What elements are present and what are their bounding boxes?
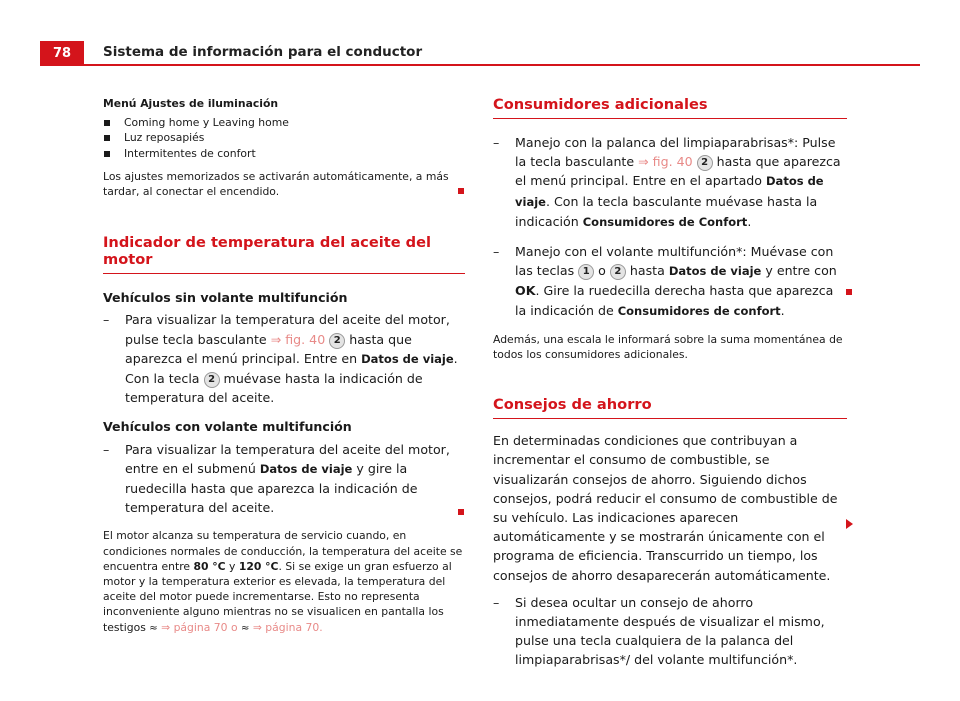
continued-arrow-icon: [846, 519, 853, 529]
page-reference-link[interactable]: ⇒ página 70 o: [157, 620, 241, 634]
figure-reference-link[interactable]: ⇒ fig. 40: [270, 331, 326, 347]
tips-step: – Si desea ocultar un consejo de ahorro inmediatamente después de visualizar el mismo, pulse una tecla cualquiera de la palanca del limpiaparabrisas*/ del volante multifunción*.: [493, 594, 825, 668]
list-item: Luz reposapiés: [103, 130, 465, 145]
header-divider: [84, 64, 920, 66]
menu-name: Consumidores de confort: [617, 303, 781, 318]
memorized-settings-note: Los ajustes memorizados se activarán automáticamente, a más tardar, al conectar el encendido.: [103, 169, 449, 199]
menu-name: Consumidores de Confort: [582, 214, 748, 229]
subheading-without-multifunction: Vehículos sin volante multifunción: [103, 290, 348, 306]
tips-section-title: Consejos de ahorro: [493, 396, 847, 419]
step-dash: –: [493, 594, 500, 610]
consumers-step-2: – Manejo con el volante multifunción*: Muévase con las teclas 1 o 2 hasta Datos de viaje y entre con OK. Gire la ruedecilla derecha hasta que aparezca la indicación de Consumidores de confort.: [493, 244, 837, 318]
oil-temperature-warning-icon: ≈: [241, 622, 250, 634]
figure-reference-link[interactable]: ⇒ fig. 40: [638, 154, 693, 170]
page-reference-link[interactable]: ⇒ página 70.: [249, 620, 323, 634]
lighting-menu-list: [103, 115, 465, 161]
key-badge-2: 2: [329, 333, 345, 349]
key-badge-1: 1: [578, 264, 594, 280]
step-dash: –: [493, 244, 500, 260]
consumers-step-1: – Manejo con la palanca del limpiaparabrisas*: Pulse la tecla basculante ⇒ fig. 40 2 hasta que aparezca el menú principal. Entre en el apartado Datos de viaje. Con la tecla basculante muévase hasta la indicación Consumidores de Confort.: [493, 135, 841, 229]
consumers-note: Además, una escala le informará sobre la suma momentánea de todos los consumidores adicionales.: [493, 332, 843, 362]
section-end-marker: [846, 289, 852, 295]
subheading-with-multifunction: Vehículos con volante multifunción: [103, 419, 352, 435]
menu-name: Datos de viaje: [259, 461, 353, 476]
section-end-marker: [458, 509, 464, 515]
page-header-title: Sistema de información para el conductor: [103, 44, 423, 60]
list-item: Intermitentes de confort: [103, 146, 465, 161]
oil-temperature-note: El motor alcanza su temperatura de servicio cuando, en condiciones normales de conducción, la temperatura del aceite se encuentra entre 80 °C y 120 °C. Si se exige un gran esfuerzo al motor y la temperatura exterior es elevada, la temperatura del aceite del motor puede incrementarse. Esto no representa inconveniente alguno mientras no se visualicen en pantalla los testigos ≈ ⇒ página 70 o ≈ ⇒ página 70.: [103, 528, 463, 635]
oil-temperature-warning-icon: ≈: [149, 622, 158, 634]
step-dash: –: [103, 441, 110, 457]
section-end-marker: [458, 188, 464, 194]
consumers-section-title: Consumidores adicionales: [493, 96, 847, 119]
right-column: [493, 96, 847, 670]
list-item: Coming home y Leaving home: [103, 115, 465, 130]
page-number: 78: [40, 41, 84, 66]
ok-key-label: OK: [515, 283, 536, 299]
left-column: [103, 96, 465, 636]
step-dash: –: [493, 135, 500, 150]
menu-name: Datos de viaje: [668, 264, 762, 279]
step-dash: –: [103, 312, 110, 328]
key-badge-2: 2: [697, 155, 713, 171]
menu-name: Datos de viaje: [515, 174, 824, 209]
tips-paragraph: En determinadas condiciones que contribuyan a incrementar el consumo de combustible, se visualizarán consejos de ahorro. Siguiendo dichos consejos, podrá reducir el consumo de combustible de su vehículo. Las indicaciones aparecen automáticamente y se mostrarán únicamente con el programa de eficiencia. Transcurrido un tiempo, los consejos de ahorro desaparecerán automáticamente.: [493, 433, 838, 583]
oil-temperature-section-title: Indicador de temperatura del aceite del motor: [103, 234, 465, 274]
lighting-menu-heading: Menú Ajustes de iluminación: [103, 97, 279, 110]
oil-step-2: – Para visualizar la temperatura del aceite del motor, entre en el submenú Datos de viaje y gire la ruedecilla hasta que aparezca la indicación de temperatura del aceite.: [103, 441, 450, 516]
oil-step-1: – Para visualizar la temperatura del aceite del motor, pulse tecla basculante ⇒ fig. 40 2 hasta que aparezca el menú principal. Entre en Datos de viaje. Con la tecla 2 muévase hasta la indicación de temperatura del aceite.: [103, 312, 458, 406]
key-badge-2: 2: [204, 372, 220, 388]
menu-name: Datos de viaje: [361, 351, 454, 366]
key-badge-2: 2: [610, 264, 626, 280]
